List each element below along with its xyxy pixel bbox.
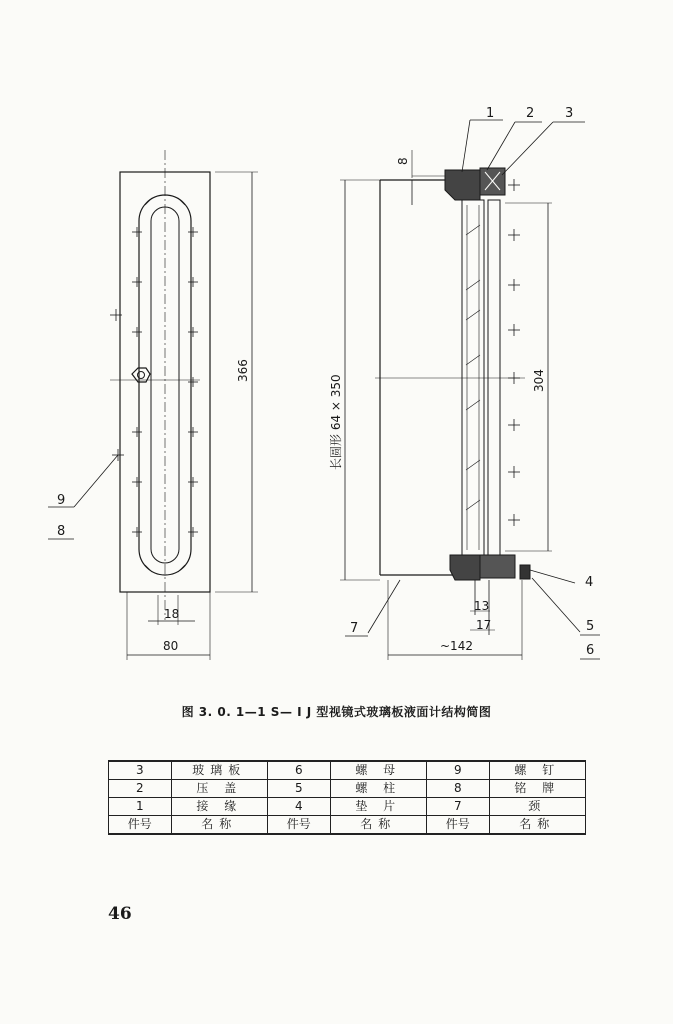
table-header-cell: 件号 bbox=[267, 816, 330, 835]
table-header-cell: 名称 bbox=[330, 816, 426, 835]
table-header-cell: 名称 bbox=[171, 816, 267, 835]
table-cell: 5 bbox=[267, 780, 330, 798]
front-view bbox=[48, 150, 258, 660]
table-cell: 6 bbox=[267, 761, 330, 780]
part-label-1: 1 bbox=[486, 106, 495, 121]
part-label-3: 3 bbox=[565, 106, 574, 121]
table-cell: 7 bbox=[426, 798, 489, 816]
parts-table bbox=[108, 760, 586, 835]
dim-8-label: 8 bbox=[396, 157, 410, 165]
table-row bbox=[109, 780, 586, 798]
table-cell: 颈 bbox=[489, 798, 585, 816]
part-label-5: 5 bbox=[586, 619, 595, 634]
table-cell: 接 缘 bbox=[171, 798, 267, 816]
dim-80-label: 80 bbox=[163, 639, 179, 653]
table-row bbox=[109, 798, 586, 816]
table-cell: 垫 片 bbox=[330, 798, 426, 816]
table-cell: 9 bbox=[426, 761, 489, 780]
table-cell: 3 bbox=[109, 761, 172, 780]
dim-18-label: 18 bbox=[164, 607, 180, 621]
table-header-cell: 名称 bbox=[489, 816, 585, 835]
dim-142-label: ~142 bbox=[440, 639, 473, 653]
table-header-cell: 件号 bbox=[109, 816, 172, 835]
table-row bbox=[109, 761, 586, 780]
table-cell: 1 bbox=[109, 798, 172, 816]
table-header-row bbox=[109, 816, 586, 835]
part-label-6: 6 bbox=[586, 643, 595, 658]
table-cell: 螺 柱 bbox=[330, 780, 426, 798]
table-cell: 2 bbox=[109, 780, 172, 798]
table-cell: 铭 牌 bbox=[489, 780, 585, 798]
dim-13-label: 13 bbox=[474, 599, 490, 613]
table-cell: 螺 钉 bbox=[489, 761, 585, 780]
dim-304-label: 304 bbox=[532, 369, 546, 392]
table-cell: 8 bbox=[426, 780, 489, 798]
section-view bbox=[340, 120, 600, 660]
dim-366-label: 366 bbox=[236, 359, 250, 382]
part-label-4: 4 bbox=[585, 575, 594, 590]
table-cell: 4 bbox=[267, 798, 330, 816]
part-label-9: 9 bbox=[57, 493, 66, 508]
table-cell: 螺 母 bbox=[330, 761, 426, 780]
dim-oblong-label: 长圆形 64 × 350 bbox=[329, 374, 343, 470]
page-number: 46 bbox=[108, 904, 132, 924]
table-header-cell: 件号 bbox=[426, 816, 489, 835]
part-label-2: 2 bbox=[526, 106, 535, 121]
figure-caption: 图 3. 0. 1—1 S— I J 型视镜式玻璃板液面计结构简图 bbox=[181, 705, 492, 719]
part-label-7: 7 bbox=[350, 621, 359, 636]
dim-17-label: 17 bbox=[476, 618, 492, 632]
table-cell: 玻璃板 bbox=[171, 761, 267, 780]
table-cell: 压 盖 bbox=[171, 780, 267, 798]
part-label-8: 8 bbox=[57, 524, 66, 539]
